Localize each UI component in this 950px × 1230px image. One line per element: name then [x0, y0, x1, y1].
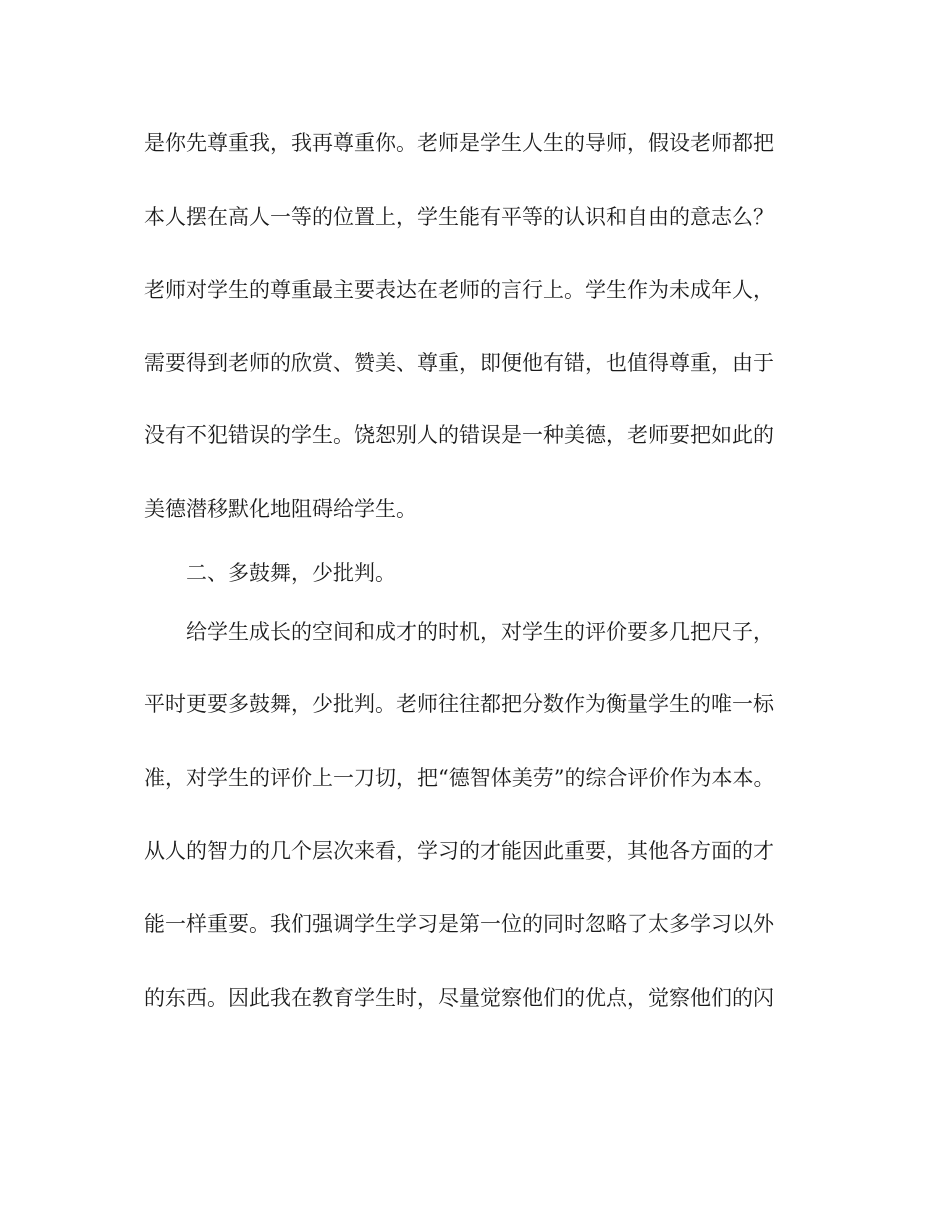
text-line: 没有不犯错误的学生。饶恕别人的错误是一种美德，老师要把如此的 [144, 423, 774, 447]
text-line: 本人摆在高人一等的位置上，学生能有平等的认识和自由的意志么？ [144, 205, 774, 229]
text-line: 需要得到老师的欣赏、赞美、尊重，即便他有错，也值得尊重，由于 [144, 351, 774, 375]
text-line: 平时更要多鼓舞，少批判。老师往往都把分数作为衡量学生的唯一标 [144, 692, 774, 716]
text-line: 的东西。因此我在教育学生时，尽量觉察他们的优点，觉察他们的闪 [144, 986, 774, 1010]
text-line: 老师对学生的尊重最主要表达在老师的言行上。学生作为未成年人， [144, 278, 774, 302]
text-line: 准，对学生的评价上一刀切，把“德智体美劳”的综合评价作为本本。 [144, 766, 775, 790]
section-heading: 二、多鼓舞，少批判。 [186, 561, 396, 585]
text-line: 美德潜移默化地阻碍给学生。 [144, 497, 417, 521]
text-line: 给学生成长的空间和成才的时机，对学生的评价要多几把尺子， [186, 620, 774, 644]
text-line: 从人的智力的几个层次来看，学习的才能因此重要，其他各方面的才 [144, 839, 774, 863]
text-line: 是你先尊重我，我再尊重你。老师是学生人生的导师，假设老师都把 [144, 131, 774, 155]
text-line: 能一样重要。我们强调学生学习是第一位的同时忽略了太多学习以外 [144, 912, 774, 936]
